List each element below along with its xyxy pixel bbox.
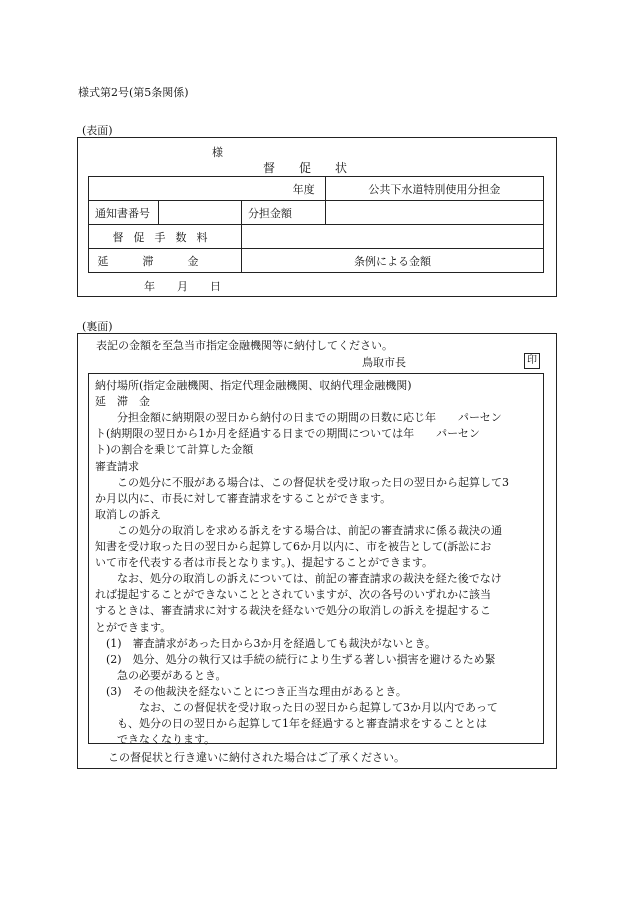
list-item: (1) 審査請求があった日から3か月を経過しても裁決がないとき。	[95, 636, 437, 650]
late-fee-label: 延滞金	[89, 249, 242, 273]
document-title: 督 促 状	[263, 161, 348, 175]
list-item: できなくなります。	[95, 733, 216, 747]
list-item: ト)の割合を乗じて計算した金額	[95, 443, 254, 457]
late-fee-value: 条例による金額	[241, 249, 543, 273]
list-item: 急の必要があるとき。	[95, 668, 227, 682]
fee-value	[241, 225, 543, 249]
list-item: この処分の取消しを求める訴えをする場合は、前記の審査請求に係る裁決の通	[95, 523, 502, 537]
front-side-label: (表面)	[82, 124, 113, 137]
seal-mark: 印	[524, 353, 540, 369]
form-label: 様式第2号(第5条関係)	[78, 86, 189, 99]
subject-cell: 公共下水道特別使用分担金	[325, 177, 543, 201]
list-item: 審査請求	[95, 459, 139, 473]
back-side-label: (裏面)	[82, 320, 113, 333]
list-item: (3) その他裁決を経ないことにつき正当な理由があるとき。	[95, 684, 407, 698]
amount-label: 分担金額	[241, 201, 325, 225]
list-item: なお、処分の取消しの訴えについては、前記の審査請求の裁決を経た後でなけ	[95, 572, 502, 586]
fee-label: 督促手数料	[89, 225, 242, 249]
notice-table	[88, 176, 544, 273]
list-item: れば提起することができないこととされていますが、次の各号のいずれかに該当	[95, 588, 491, 602]
list-item: も、処分の日の翌日から起算して1年を経過すると審査請求をすることとは	[95, 717, 487, 731]
table-row	[89, 201, 544, 225]
list-item: 分担金額に納期限の翌日から納付の日までの期間の日数に応じ年 パーセン	[95, 411, 502, 425]
list-item: いて市を代表する者は市長となります。)、提起することができます。	[95, 556, 434, 570]
list-item: か月以内に、市長に対して審査請求をすることができます。	[95, 491, 392, 505]
list-item: とができます。	[95, 620, 172, 634]
payment-request: 表記の金額を至急当市指定金融機関等に納付してください。	[96, 339, 393, 352]
list-item: なお、この督促状を受け取った日の翌日から起算して3か月以内であって	[95, 701, 498, 714]
mayor-name: 鳥取市長	[362, 356, 406, 369]
list-item: 取消しの訴え	[95, 507, 161, 521]
issue-date: 年 月 日	[144, 280, 221, 293]
list-item: ト(納期限の翌日から1か月を経過する日までの期間については年 パーセン	[95, 427, 480, 441]
fiscal-year-cell: 年度	[89, 177, 326, 201]
footer-note: この督促状と行き違いに納付された場合はご了承ください。	[108, 751, 405, 764]
table-row	[89, 177, 544, 201]
list-item: 知書を受け取った日の翌日から起算して6か月以内に、市を被告として(訴訟にお	[95, 540, 492, 553]
list-item: この処分に不服がある場合は、この督促状を受け取った日の翌日から起算して3	[95, 475, 509, 489]
list-item: 延 滞 金	[95, 395, 150, 409]
list-item: (2) 処分、処分の執行又は手続の続行により生ずる著しい損害を避けるため緊	[95, 652, 496, 666]
table-row	[89, 225, 544, 249]
list-item: 納付場所(指定金融機関、指定代理金融機関、収納代理金融機関)	[95, 379, 412, 392]
list-item: するときは、審査請求に対する裁決を経ないで処分の取消しの訴えを提起するこ	[95, 604, 491, 618]
notice-number-value	[158, 201, 241, 225]
amount-value	[325, 201, 543, 225]
table-row	[89, 249, 544, 273]
addressee-suffix: 様	[212, 146, 223, 159]
notice-number-label: 通知書番号	[89, 201, 159, 225]
